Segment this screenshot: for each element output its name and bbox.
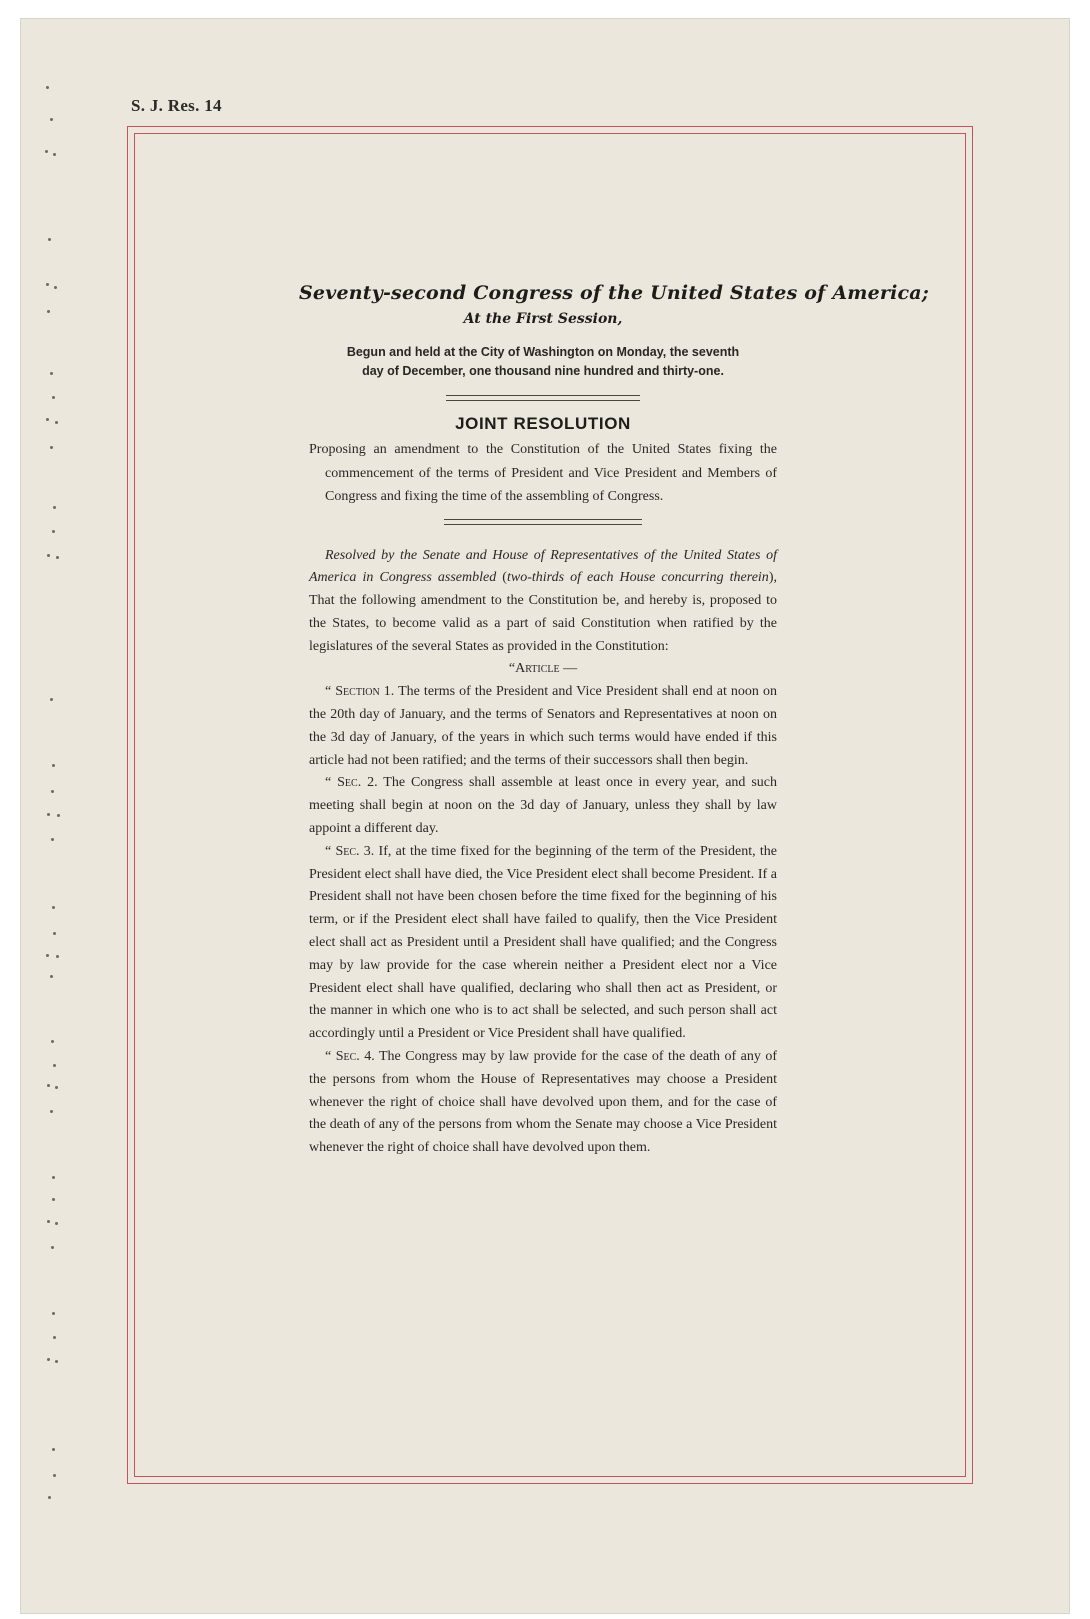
resolution-content	[299, 282, 930, 1160]
section-lead: “ Sec. 4.	[325, 1049, 375, 1065]
section-text: The terms of the President and Vice President shall end at noon on the 20th day of January, and the terms of Senators and Representatives at noon on the 3d day of January, of the years in which such terms would have ended if this article had not been ratified; and the terms of their successors shall then begin.	[309, 684, 777, 768]
section-3	[309, 841, 777, 1046]
section-text: The Congress may by law provide for the case of the death of any of the persons from whom the House of Representatives may choose a President whenever the right of choice shall have devolved upon them, and for the case of the death of any of the persons from whom the Senate may choose a Vice President whenever the right of choice shall have devolved upon them.	[309, 1049, 777, 1156]
section-text: If, at the time fixed for the beginning of the term of the President, the President elect shall have died, the Vice President elect shall become President. If a President shall not have been chosen before the time fixed for the beginning of his term, or if the President elect shall have failed to qualify, then the Vice President elect shall act as President until a President shall have qualified; and the Congress may by law provide for the case wherein neither a President elect nor a Vice President elect shall have qualified, declaring who shall then act as President, or the manner in which one who is to act shall be selected, and such person shall act accordingly until a President or Vice President shall have qualified.	[309, 843, 777, 1042]
resolution-purpose: Proposing an amendment to the Constitution of the United States fixing the commencement of the terms of President and Vice President and Members of Congress and fixing the time of the assembling of Congress.	[309, 442, 777, 504]
joint-resolution-heading: JOINT RESOLUTION	[455, 414, 631, 433]
section-lead: “ Sec. 3.	[325, 843, 375, 859]
section-lead: “ Section 1.	[325, 684, 395, 700]
resolving-clause: Resolved by the Senate and House of Representatives of the United States of America in Congress assembled (two-thirds of each House concurring therein), That the following amendment to the Constitution be, and hereby is, proposed to the States, to become valid as a part of said Constitution when ratified by the legislatures of the several States as provided in the Constitution:	[309, 547, 777, 654]
section-lead: “ Sec. 2.	[325, 775, 378, 791]
double-rule-divider	[444, 519, 642, 525]
article-heading: “Article —	[508, 661, 578, 677]
convened-line-1: Begun and held at the City of Washington on Monday, the seventh	[346, 345, 740, 359]
section-2	[309, 772, 777, 840]
congress-title: Seventy-second Congress of the United States of America;	[299, 282, 930, 304]
convened-line-2: day of December, one thousand nine hundred and thirty-one.	[362, 364, 724, 378]
section-4	[309, 1046, 777, 1160]
double-rule-divider	[446, 395, 640, 401]
resolving-clause-italic: Resolved by the Senate and House of Representatives of the United States of America in Congress assembled	[309, 547, 777, 586]
section-text: The Congress shall assemble at least once in every year, and such meeting shall begin at noon on the 3d day of January, unless they shall by law appoint a different day.	[309, 775, 778, 837]
resolving-clause-rest: , That the following amendment to the Constitution be, and hereby is, proposed to the States, to become valid as a part of said Constitution when ratified by the legislatures of the several States as provided in the Constitution:	[309, 570, 777, 654]
convened-statement	[309, 343, 777, 381]
session-line: At the First Session,	[463, 311, 623, 327]
resolution-reference-number: S. J. Res. 14	[131, 96, 222, 115]
resolution-body	[309, 545, 777, 1161]
two-thirds-clause: two-thirds of each House concurring therein	[506, 570, 769, 586]
binding-holes	[44, 78, 66, 1558]
section-1	[309, 681, 777, 772]
